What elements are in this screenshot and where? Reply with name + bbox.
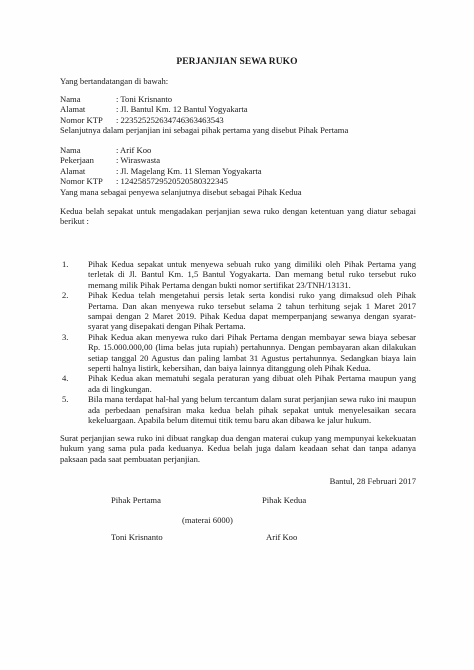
party-one-row [60,104,420,114]
field-value: : 223525252634746363463543 [116,114,224,125]
terms-list [60,259,416,426]
field-value: : 1242585729520520580322345 [116,176,228,187]
field-label: Nama [60,94,81,104]
field-value: : Wiraswasta [116,155,161,166]
field-value: : Jl. Magelang Km. 11 Sleman Yogyakarta [116,165,262,176]
document-title: PERJANJIAN SEWA RUKO [176,57,298,67]
signature-name-right: Arif Koo [266,532,298,542]
term-text: Pihak Kedua akan menyewa ruko dari Pihak Pertama dengan membayar sewa biaya sebesar Rp. 15.000.000,00 (lima belas juta rupiah) pertahunnya. Dengan pembayaran akan dilakukan setiap tanggal 20 Agustus dan paling lambat 31 Agustus pertahunnya. Sedangkan biaya lain seperti halnya listirk, kebersihan, dan baiya lainnya ditanggung oleh Pihak Kedua. [88,331,416,374]
field-label: Pekerjaan [60,155,94,166]
party-one-block [60,94,420,136]
field-value: : Jl. Bantul Km. 12 Bantul Yogyakarta [116,104,248,115]
term-number: 1. [62,259,69,269]
party-two-row [60,176,420,186]
party-one-row [60,94,420,104]
field-label: Nama [60,145,81,155]
term-number: 4. [62,373,69,384]
term-item [60,394,416,425]
party-one-row [60,115,420,125]
signature-role-right: Pihak Kedua [262,495,307,505]
term-item [60,259,416,290]
term-item [60,290,416,332]
term-number: 2. [62,290,69,301]
party-two-row [60,145,420,155]
term-item [60,373,416,394]
field-value: : Toni Krisnanto [116,94,173,104]
field-label: Nomor KTP [60,176,103,187]
term-text: Pihak Kedua sepakat untuk menyewa sebuah ruko yang dimiliki oleh Pihak Pertama yang terletak di Jl. Bantul Km. 1,5 Bantul Yogyakarta. Dan memang betul ruko tersebut ruko memang milik Pihak Pertama dengan bukti nomor sertifikat 23/TNH/13131. [88,259,416,290]
intro-text: Yang bertandatangan di bawah: [60,76,169,86]
field-label: Alamat [60,104,86,115]
signature-name-left: Toni Krisnanto [111,532,163,542]
term-item [60,332,416,374]
term-number: 5. [62,394,69,405]
party-two-row [60,155,420,165]
term-number: 3. [62,331,69,342]
party-two-row [60,166,420,176]
agreement-intro: Kedua belah sepakat untuk mengadakan perjanjian sewa ruko dengan ketentuan yang diatur sebagai berikut : [60,206,416,227]
closing-paragraph: Surat perjanjian sewa ruko ini dibuat rangkap dua dengan materai cukup yang mempunyai kekekuatan hukum yang sama pula pada keduanya. Kedua belah juga dalam keadaan sehat dan tanpa adanya paksaan pada saat pembuatan perjanjian. [60,433,416,464]
term-text: Bila mana terdapat hal-hal yang belum tercantum dalam surat perjanjian sewa ruko ini maupun ada perbedaan penafsiran maka kedua belah pihak sepakat untuk menyelesaikan secara kekeluargaan. Apabila belum ditemui titik temu baru akan dibawa ke jalur hukum. [88,394,416,426]
party-two-designation: Yang mana sebagai penyewa selanjutnya disebut sebagai Pihak Kedua [60,186,302,197]
party-one-designation: Selanjutnya dalam perjanjian ini sebagai pihak pertama yang disebut Pihak Pertama [60,125,349,136]
field-label: Nomor KTP [60,114,103,125]
party-two-block [60,145,420,197]
place-date: Bantul, 28 Februari 2017 [329,476,416,486]
term-text: Pihak Kedua akan mematuhi segala peraturan yang dibuat oleh Pihak Pertama maupun yang ada di lingkungan. [88,373,416,394]
field-label: Alamat [60,165,86,176]
term-text: Pihak Kedua telah mengetahui persis letak serta kondisi ruko yang dimaksud oleh Pihak Pertama. Dan akan menyewa ruko tersebut selama 2 tahun terhitung sejak 1 Maret 2017 sampai dengan 2 Maret 2019. Pihak Kedua dapat memperpanjang sewanya dengan syarat-syarat yang disepakati dengan Pihak Pertama. [88,290,416,332]
signature-role-left: Pihak Pertama [111,495,161,505]
stamp-label: (materai 6000) [182,515,233,525]
field-value: : Arif Koo [116,145,152,155]
